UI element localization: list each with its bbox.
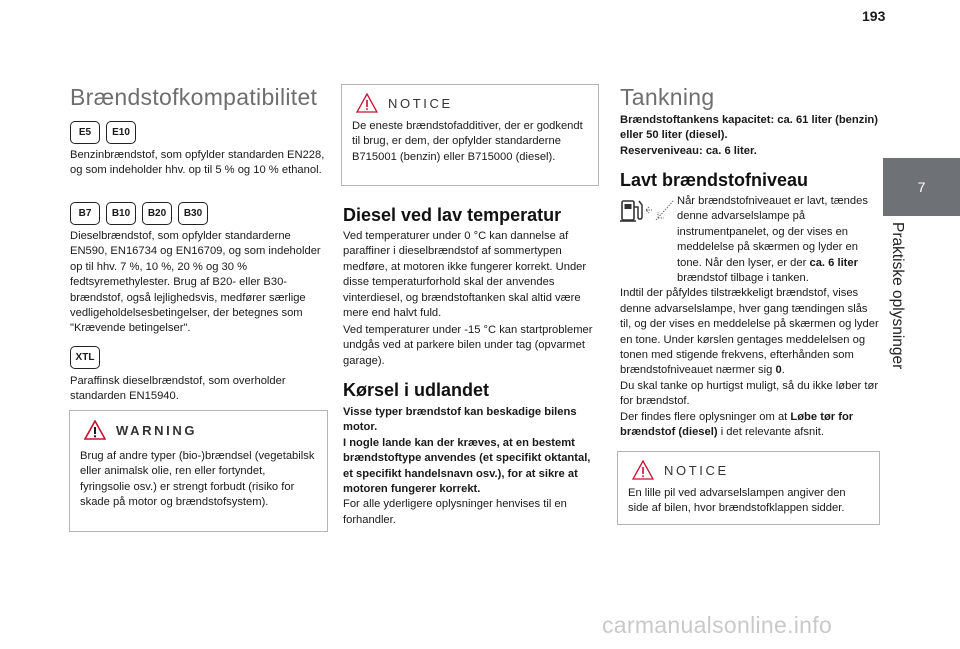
- badge-b10: B10: [106, 202, 136, 225]
- diesel-text: Dieselbrændstof, som opfylder standarderne EN590, EN16734 og EN16709, og som indeholder op til hhv. 7 %, 10 %, 20 % og 30 % fedtsyremethylester. Brug af B20- eller B30-brændstof, også lejlighedsvis, medfører særlige vedligeholdelsesbetingelser, der betegnes som "Krævende betingelser".: [70, 230, 321, 335]
- abroad-p: For alle yderligere oplysninger henvises til en forhandler.: [343, 498, 567, 526]
- driving-abroad-text: [343, 405, 601, 528]
- warning-triangle-icon: [632, 460, 654, 480]
- capacity-line-1: Brændstoftankens kapacitet: ca. 61 liter (benzin) eller 50 liter (diesel).: [620, 114, 878, 142]
- low-fuel-p3: Du skal tanke op hurtigst muligt, så du ikke løber tør for brændstof.: [620, 379, 879, 408]
- abroad-bold-1: Visse typer brændstof kan beskadige bilens motor.: [343, 406, 577, 434]
- diesel-low-temp-p1: Ved temperaturer under 0 °C kan dannelse af paraffiner i dieselbrændstof af sommertypen medføre, at motoren ikke fungerer korrekt. Under disse temperaturforhold skal der anvendes vinterdiesel, og brændstoftanken skal altid være mere end halvt fuld.: [343, 230, 587, 320]
- low-fuel-text: Når brændstofniveauet er lavt, tændes denne advarselslampe på instrumentpanelet, og der vises en meddelelse på skærmen og lyder en tone. Når den lyser, er der ca. 6 liter brændstof tilbage i tanken. Indtil der påfyldes tilstrækkeligt brændstof, vises denne advarselslampe, hver gang tændingen slås til, og der vises en meddelelse på skærmen og lyder en tone. Under kørslen gentages meddelelsen og tonen med stigende frekvens, efterhånden som brændstofniveauet nærmer sig 0. Du skal tanke op hurtigst muligt, så du ikke løber tør for brændstof. Der findes flere oplysninger om at Løbe tør for brændstof (diesel) i det relevante afsnit.: [620, 195, 879, 439]
- driving-abroad-heading: Kørsel i udlandet: [343, 380, 490, 400]
- petrol-badges: [70, 121, 136, 144]
- low-fuel-p2: Indtil der påfyldes tilstrækkeligt brændstof, vises denne advarselslampe, hver gang tændingen slås til, og der vises en meddelelse på skærmen og lyder en tone. Under kørslen gentages meddelelsen og tonen med stigende frekvens, efterhånden som brændstofniveauet nærmer sig: [620, 287, 879, 377]
- abroad-bold-2: I nogle lande kan der kræves, at en bestemt brændstoftype anvendes (et specifikt oktantal, et specifikt handelsnavn osv.), for at sikre at motoren fungerer korrekt.: [343, 436, 591, 496]
- low-fuel-p4: Der findes flere oplysninger om at: [620, 410, 788, 423]
- tank-capacity: [620, 113, 878, 159]
- diesel-low-temp-heading: Diesel ved lav temperatur: [343, 205, 562, 225]
- diesel-low-temp-p2: Ved temperaturer under -15 °C kan startproblemer undgås ved at parkere bilen under tag (opvarmet garage).: [343, 324, 593, 367]
- warning-text: Brug af andre typer (bio-)brændsel (vegetabilsk eller animalsk olie, ren eller fortyndet, fyringsolie osv.) er strengt forbudt (risiko for skade på motor og brændstofsystem).: [80, 450, 315, 509]
- badge-e5: E5: [70, 121, 100, 144]
- notice-box-fuel-flap: [617, 451, 880, 525]
- capacity-line-2: Reserveniveau: ca. 6 liter.: [620, 144, 757, 157]
- refuelling-heading: Tankning: [620, 84, 715, 110]
- warning-title: WARNING: [116, 422, 198, 438]
- notice-text-2: En lille pil ved advarselslampen angiver den side af bilen, hvor brændstofklappen sidder.: [628, 487, 846, 515]
- badge-xtl: XTL: [70, 346, 100, 369]
- low-fuel-p1-end: brændstof tilbage i tanken.: [677, 272, 809, 285]
- warning-triangle-icon: [84, 420, 106, 440]
- low-fuel-p1: Når brændstofniveauet er lavt, tændes denne advarselslampe på instrumentpanelet, og der vises en meddelelse på skærmen og lyder en tone. Når den lyser, er der: [677, 195, 868, 269]
- xtl-text: Paraffinsk dieselbrændstof, som overholder standarden EN15940.: [70, 375, 286, 403]
- badge-b20: B20: [142, 202, 172, 225]
- badge-e10: E10: [106, 121, 136, 144]
- low-fuel-p4-end: i det relevante afsnit.: [720, 426, 824, 439]
- chapter-title-text: Praktiske oplysninger: [889, 222, 906, 370]
- low-fuel-p2-bold: 0: [775, 364, 782, 377]
- notice-title: NOTICE: [388, 95, 453, 111]
- chapter-title: [878, 222, 916, 372]
- warning-triangle-icon: [356, 93, 378, 113]
- low-fuel-heading: Lavt brændstofniveau: [620, 170, 809, 190]
- chapter-number: 7: [917, 179, 926, 195]
- page-number: 193: [862, 8, 886, 24]
- badge-b30: B30: [178, 202, 208, 225]
- diesel-badges: [70, 202, 208, 225]
- low-fuel-p4-bold: Løbe tør for brændstof (diesel): [620, 410, 854, 439]
- notice-title-2: NOTICE: [664, 462, 729, 478]
- petrol-text: Benzinbrændstof, som opfylder standarden EN228, og som indeholder hhv. op til 5 % og 10 % ethanol.: [70, 149, 325, 177]
- chapter-tab: [883, 158, 960, 216]
- watermark: carmanualsonline.info: [602, 612, 833, 638]
- notice-text: De eneste brændstofadditiver, der er godkendt til brug, er dem, der opfylder standarderne B715001 (benzin) eller B715000 (diesel).: [352, 120, 583, 163]
- badge-b7: B7: [70, 202, 100, 225]
- xtl-badges: [70, 346, 100, 369]
- fuel-compatibility-heading: Brændstofkompatibilitet: [70, 84, 318, 110]
- warning-box: [69, 410, 328, 532]
- low-fuel-p1-bold: ca. 6 liter: [809, 256, 858, 269]
- notice-box-additives: [341, 84, 599, 186]
